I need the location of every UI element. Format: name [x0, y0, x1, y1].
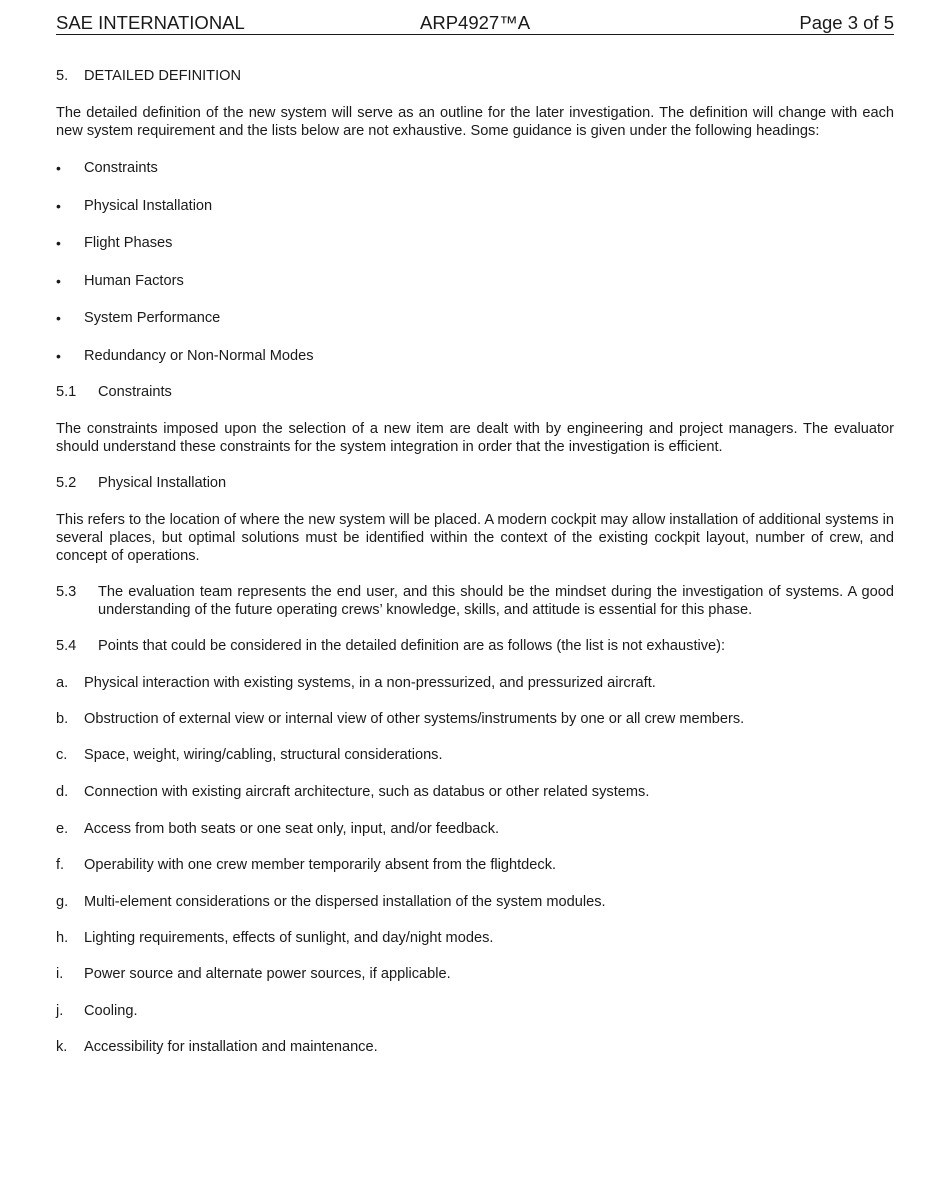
- list-item-text: Connection with existing aircraft architecture, such as databus or other related systems.: [84, 784, 650, 800]
- bullet-text: Physical Installation: [84, 198, 213, 214]
- list-item-label: k.: [56, 1039, 68, 1055]
- list-item-text: Operability with one crew member temporarily absent from the flightdeck.: [84, 857, 557, 873]
- header-doc-id: ARP4927™A: [420, 12, 531, 33]
- list-item-text: Lighting requirements, effects of sunlight, and day/night modes.: [84, 930, 494, 946]
- bullet-icon: •: [56, 348, 61, 364]
- bullet-text: Flight Phases: [84, 235, 173, 251]
- list-item-text: Cooling.: [84, 1003, 138, 1019]
- list-item-label: h.: [56, 930, 69, 946]
- header-page-number: Page 3 of 5: [799, 12, 894, 33]
- list-item-label: d.: [56, 784, 69, 800]
- bullet-icon: •: [56, 273, 61, 289]
- section-5-2-title: Physical Installation: [98, 475, 227, 491]
- list-item-text: Access from both seats or one seat only, input, and/or feedback.: [84, 821, 500, 837]
- list-item-label: j.: [56, 1003, 64, 1019]
- list-item-text: Accessibility for installation and maintenance.: [84, 1039, 378, 1055]
- list-item-text: Obstruction of external view or internal view of other systems/instruments by one or all crew members.: [84, 711, 745, 727]
- bullet-text: System Performance: [84, 310, 221, 326]
- list-item-label: b.: [56, 711, 69, 727]
- section-5-2-number: 5.2: [56, 475, 77, 491]
- list-item-label: f.: [56, 857, 65, 873]
- bullet-text: Redundancy or Non-Normal Modes: [84, 348, 314, 364]
- list-item-label: e.: [56, 821, 69, 837]
- section-5-intro: The detailed definition of the new system will serve as an outline for the later investigation. The definition will change with each new system requirement and the lists below are not exhaustive. Some guidance is given under the following headings:: [56, 105, 894, 139]
- list-item-label: a.: [56, 675, 69, 691]
- section-5-4-body: Points that could be considered in the detailed definition are as follows (the list is not exhaustive):: [98, 638, 726, 654]
- list-item-text: Multi-element considerations or the dispersed installation of the system modules.: [84, 894, 606, 910]
- header-org: SAE INTERNATIONAL: [56, 12, 245, 33]
- bullet-text: Constraints: [84, 160, 158, 176]
- bullet-icon: •: [56, 198, 61, 214]
- list-item-label: g.: [56, 894, 69, 910]
- bullet-text: Human Factors: [84, 273, 184, 289]
- section-5-number: 5.: [56, 68, 69, 84]
- list-item-text: Power source and alternate power sources, if applicable.: [84, 966, 451, 982]
- list-item-label: c.: [56, 747, 68, 763]
- section-5-title: DETAILED DEFINITION: [84, 68, 242, 84]
- section-5-2-body: This refers to the location of where the new system will be placed. A modern cockpit may allow installation of additional systems in several places, but optimal solutions must be identified within the context of the existing cockpit layout, number of crew, and concept of operations.: [56, 512, 894, 564]
- section-5-4-number: 5.4: [56, 638, 77, 654]
- bullet-icon: •: [56, 310, 61, 326]
- section-5-1-body: The constraints imposed upon the selection of a new item are dealt with by engineering and project managers. The evaluator should understand these constraints for the system integration in order that the investigation is efficient.: [56, 421, 894, 455]
- bullet-icon: •: [56, 235, 61, 251]
- page-header: [56, 0, 894, 35]
- bullet-icon: •: [56, 160, 61, 176]
- list-item-text: Space, weight, wiring/cabling, structural considerations.: [84, 747, 443, 763]
- list-item-label: i.: [56, 966, 64, 982]
- list-item-text: Physical interaction with existing systems, in a non-pressurized, and pressurized aircraft.: [84, 675, 656, 691]
- document-page: [56, 0, 894, 1055]
- section-5-3-number: 5.3: [56, 584, 77, 600]
- section-5-1-title: Constraints: [98, 384, 172, 400]
- section-5-1-number: 5.1: [56, 384, 77, 400]
- section-5-3-body: The evaluation team represents the end user, and this should be the mindset during the investigation of systems. A good understanding of the future operating crews’ knowledge, skills, and attitude is essential for this phase.: [98, 584, 894, 618]
